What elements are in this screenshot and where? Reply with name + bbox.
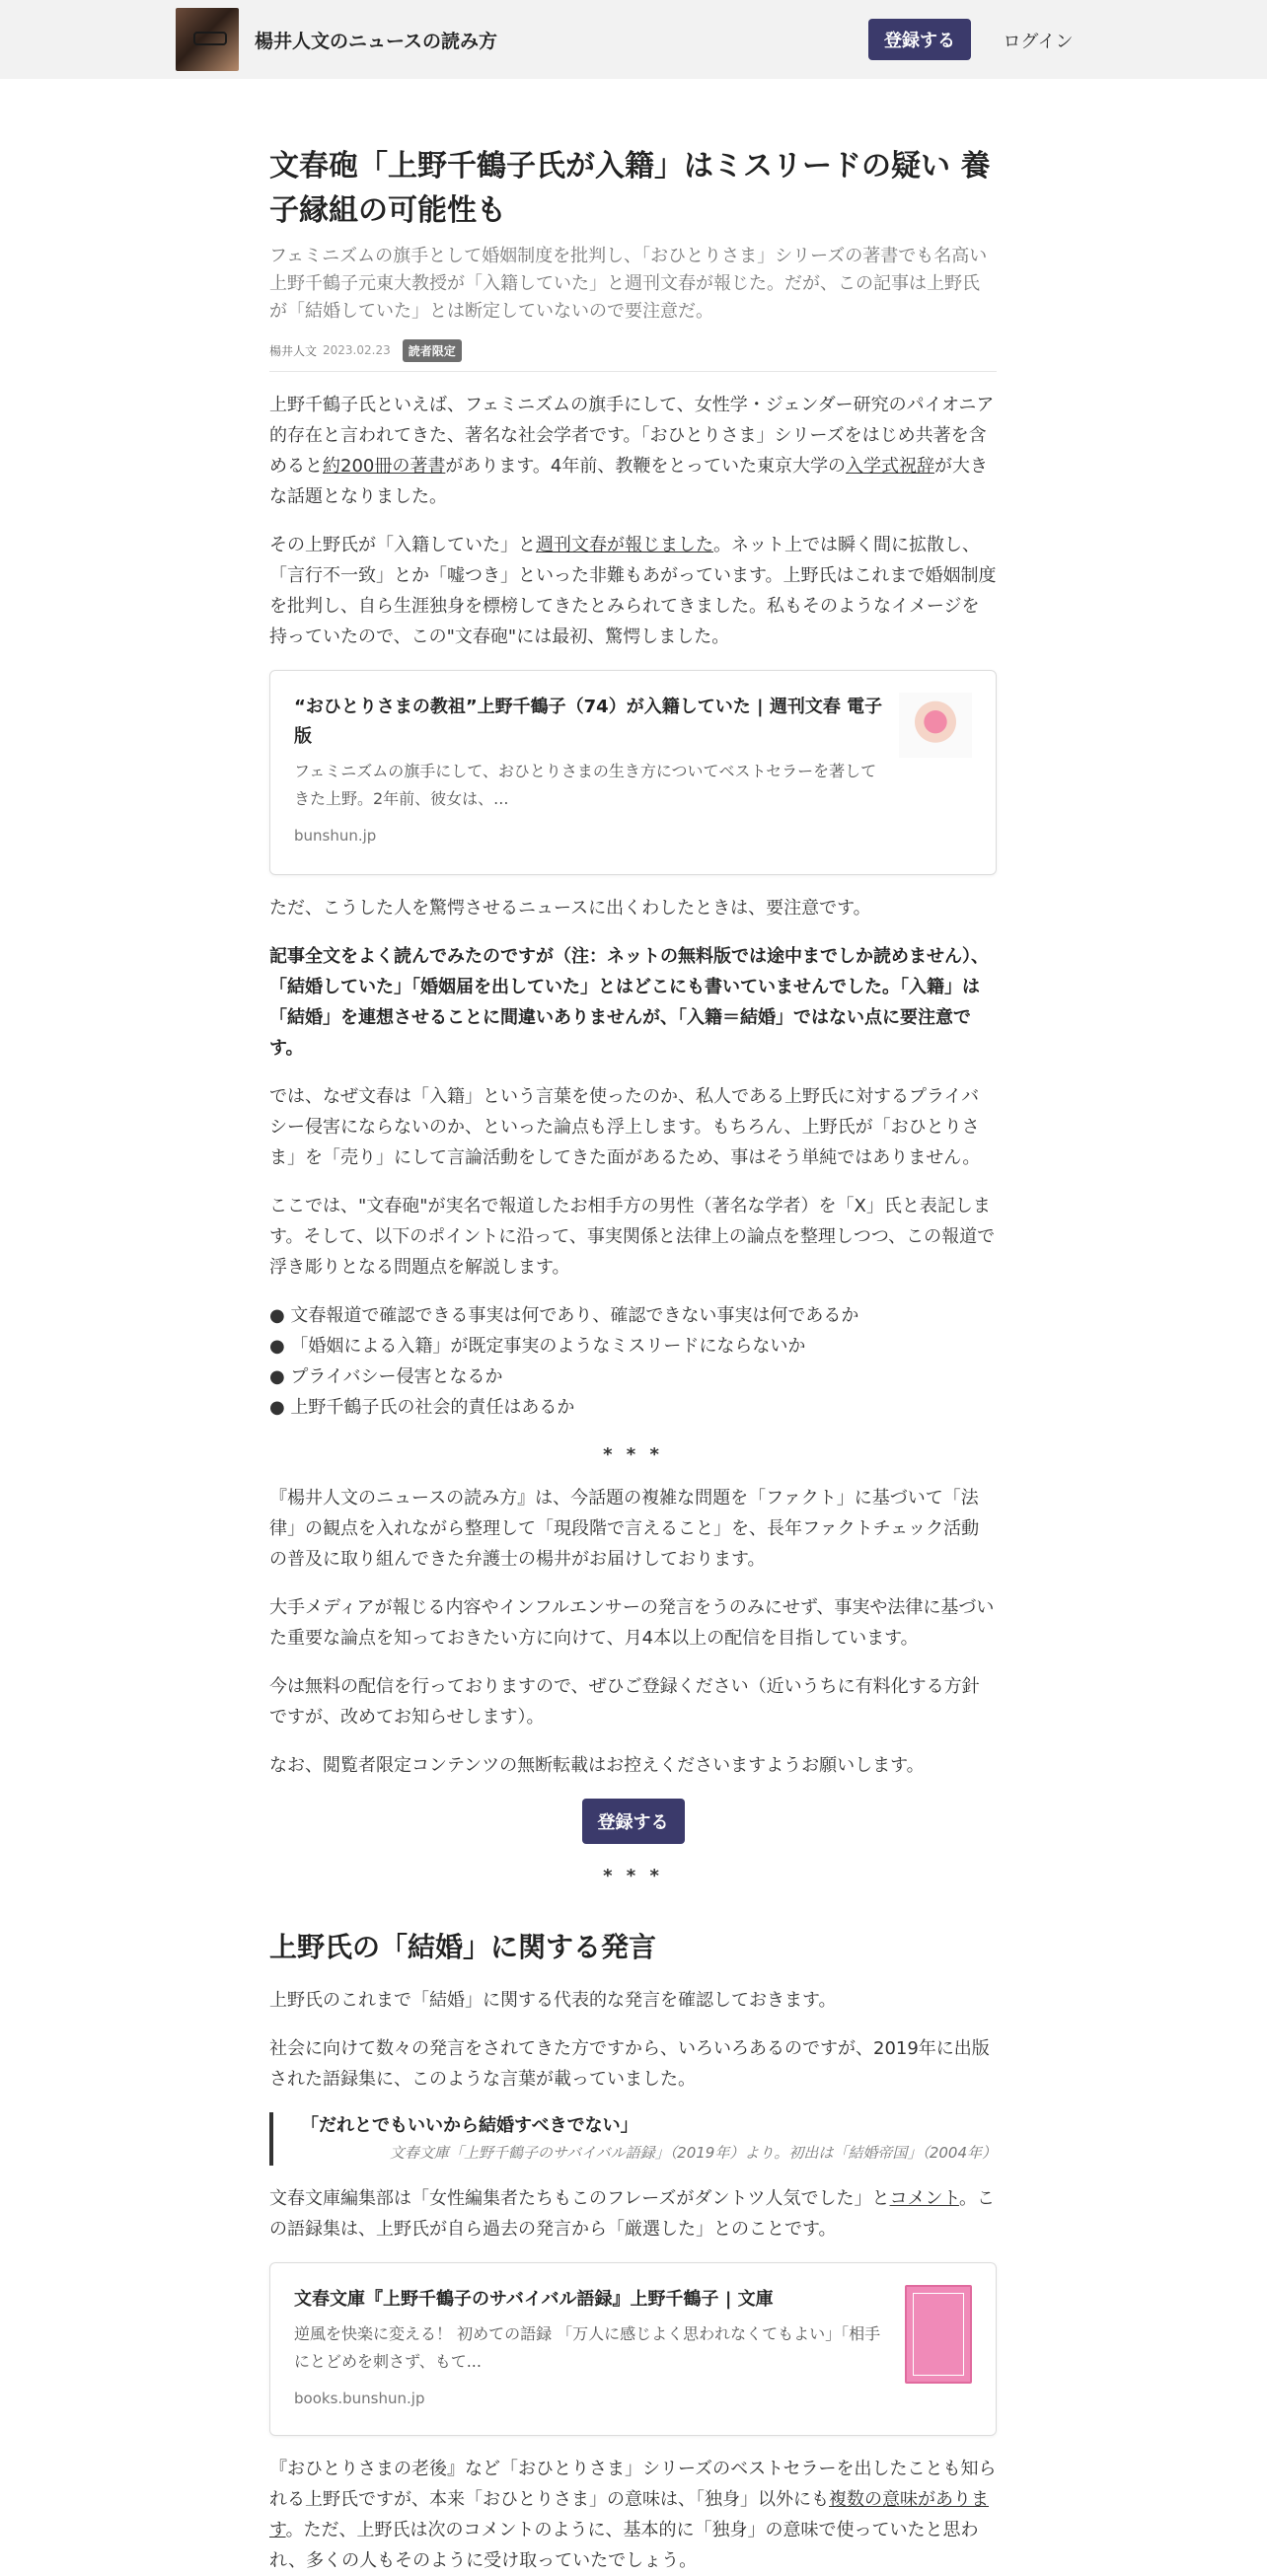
list-item: ● 「婚姻による入籍」が既定事実のようなミスリードにならないか <box>269 1336 806 1357</box>
article <box>269 79 997 2576</box>
link-card-bunshun[interactable] <box>269 670 997 875</box>
speech-link[interactable]: 入学式祝辞 <box>846 456 935 477</box>
list-item: ● 上野千鶴子氏の社会的責任はあるか <box>269 1397 575 1418</box>
quote-citation: 文春文庫「上野千鶴子のサバイバル語録」（2019年）より。初出は「結婚帝国」（2004年） <box>389 2144 997 2162</box>
paragraph: 社会に向けて数々の発言をされてきた方ですから、いろいろあるのですが、2019年に出版された語録集に、このような言葉が載っていました。 <box>269 2038 990 2090</box>
blockquote <box>269 2112 997 2166</box>
article-meta <box>269 337 997 363</box>
paragraph: では、なぜ文春は「入籍」という言葉を使ったのか、私人である上野氏に対するプライバシー侵害にならないのか、といった論点も浮上します。もちろん、上野氏が「おひとりさま」を「売り」にして言論活動をしてきた面があるため、事はそう単純ではありません。 <box>269 1086 981 1168</box>
quote-text: 「だれとでもいいから結婚すべきでない」 <box>301 2115 638 2136</box>
card-title: “おひとりさまの教祖”上野千鶴子（74）が入籍していた | 週刊文春 電子版 <box>294 697 883 747</box>
paragraph: 文春文庫編集部は「女性編集者たちもこのフレーズがダントツ人気でした」とコメント。この語録集は、上野氏が自ら過去の発言から「厳選した」とのことです。 <box>269 2188 995 2240</box>
paragraph: 上野氏のこれまで「結婚」に関する代表的な発言を確認しておきます。 <box>269 1990 837 2011</box>
subscribe-cta <box>269 1799 997 1844</box>
section-separator: * * * <box>603 1866 663 1886</box>
card-domain: books.bunshun.jp <box>294 2390 425 2407</box>
author-avatar[interactable] <box>176 8 239 71</box>
paragraph: 大手メディアが報じる内容やインフルエンサーの発言をうのみにせず、事実や法律に基づいた重要な論点を知っておきたい方に向けて、月4本以上の配信を目指しています。 <box>269 1597 995 1649</box>
paragraph: 上野千鶴子氏といえば、フェミニズムの旗手にして、女性学・ジェンダー研究のパイオニア的存在と言われてきた、著名な社会学者です。「おひとりさま」シリーズをはじめ共著を含めると約200冊の著書があります。4年前、教鞭をとっていた東京大学の入学式祝辞が大きな話題となりました。 <box>269 395 995 507</box>
paragraph: ただ、こうした人を驚愕させるニュースに出くわしたときは、要注意です。 <box>269 898 871 919</box>
paragraph: その上野氏が「入籍していた」と週刊文春が報じました。ネット上では瞬く間に拡散し、「言行不一致」とか「嘘つき」といった非難もあがっています。上野氏はこれまで婚姻制度を批判し、自ら生涯独身を標榜してきたとみられてきました。私もそのようなイメージを持っていたので、この"文春砲"には最初、驚愕しました。 <box>269 535 997 647</box>
book-cover-thumbnail <box>905 2285 972 2384</box>
card-thumbnail <box>899 693 972 758</box>
list-item: ● 文春報道で確認できる事実は何であり、確認できない事実は何であるか <box>269 1305 859 1326</box>
paragraph: 今は無料の配信を行っておりますので、ぜひご登録ください（近いうちに有料化する方針ですが、改めてお知らせします）。 <box>269 1676 980 1728</box>
books-link[interactable]: 約200冊の著書 <box>323 456 446 477</box>
comment-link[interactable]: コメント <box>889 2188 959 2209</box>
card-description: 逆風を快楽に変える！ 初めての語録 「万人に感じよく思われなくてもよい」「相手にとどめを刺さず、もて... <box>294 2324 881 2371</box>
section-heading: 上野氏の「結婚」に関する発言 <box>269 1931 657 1963</box>
reader-only-badge: 読者限定 <box>403 339 462 362</box>
paragraph: 『おひとりさまの老後』など「おひとりさま」シリーズのベストセラーを出したことも知られる上野氏ですが、本来「おひとりさま」の意味は、「独身」以外にも複数の意味があります。ただ、上野氏は次のコメントのように、基本的に「独身」の意味で使っていたと思われ、多くの人もそのように受け取っていたでしょう。 <box>269 2459 997 2571</box>
link-card-books-bunshun[interactable] <box>269 2262 997 2436</box>
section-separator: * * * <box>603 1444 663 1465</box>
card-description: フェミニズムの旗手にして、おひとりさまの生き方についてベストセラーを著してきた上野。2年前、彼女は、... <box>294 762 877 808</box>
site-header <box>0 0 1267 79</box>
paragraph-bold: 記事全文をよく読んでみたのですが（注：ネットの無料版では途中までしか読めません）、「結婚していた」「婚姻届を出していた」とはどこにも書いていませんでした。「入籍」は「結婚」を連想させることに間違いありませんが、「入籍＝結婚」ではない点に要注意です。 <box>269 946 989 1059</box>
divider <box>269 371 997 372</box>
login-link[interactable]: ログイン <box>1003 32 1074 52</box>
publish-date: 2023.02.23 <box>323 343 391 357</box>
site-title[interactable]: 楊井人文のニュースの読み方 <box>255 31 498 52</box>
paragraph: なお、閲覧者限定コンテンツの無断転載はお控えくださいますようお願いします。 <box>269 1755 925 1776</box>
list-item: ● プライバシー侵害となるか <box>269 1366 503 1387</box>
bullet-list <box>269 1300 997 1423</box>
paragraph: 『楊井人文のニュースの読み方』は、今話題の複雑な問題を「ファクト」に基づいて「法律」の観点を入れながら整理して「現段階で言えること」を、長年ファクトチェック活動の普及に取り組んできた弁護士の楊井がお届けしております。 <box>269 1488 980 1570</box>
page-title: 文春砲「上野千鶴子氏が入籍」はミスリードの疑い 養子縁組の可能性も <box>269 149 991 228</box>
header-subscribe-button[interactable]: 登録する <box>868 19 971 60</box>
meanings-link[interactable]: 複数の意味があります <box>269 2489 989 2540</box>
article-subtitle: フェミニズムの旗手として婚姻制度を批判し、「おひとりさま」シリーズの著書でも名高い上野千鶴子元東大教授が「入籍していた」と週刊文春が報じた。だが、この記事は上野氏が「結婚していた」とは断定していないので要注意だ。 <box>269 246 988 322</box>
card-domain: bunshun.jp <box>294 827 377 845</box>
subscribe-button[interactable]: 登録する <box>582 1799 685 1844</box>
bunshun-report-link[interactable]: 週刊文春が報じました <box>536 535 713 555</box>
paragraph: ここでは、"文春砲"が実名で報道したお相手方の男性（著名な学者）を「X」氏と表記します。そして、以下のポイントに沿って、事実関係と法律上の論点を整理しつつ、この報道で浮き彫りとなる問題点を解説します。 <box>269 1196 996 1278</box>
card-title: 文春文庫『上野千鶴子のサバイバル語録』上野千鶴子 | 文庫 <box>294 2289 774 2310</box>
author-name[interactable]: 楊井人文 <box>269 343 318 358</box>
